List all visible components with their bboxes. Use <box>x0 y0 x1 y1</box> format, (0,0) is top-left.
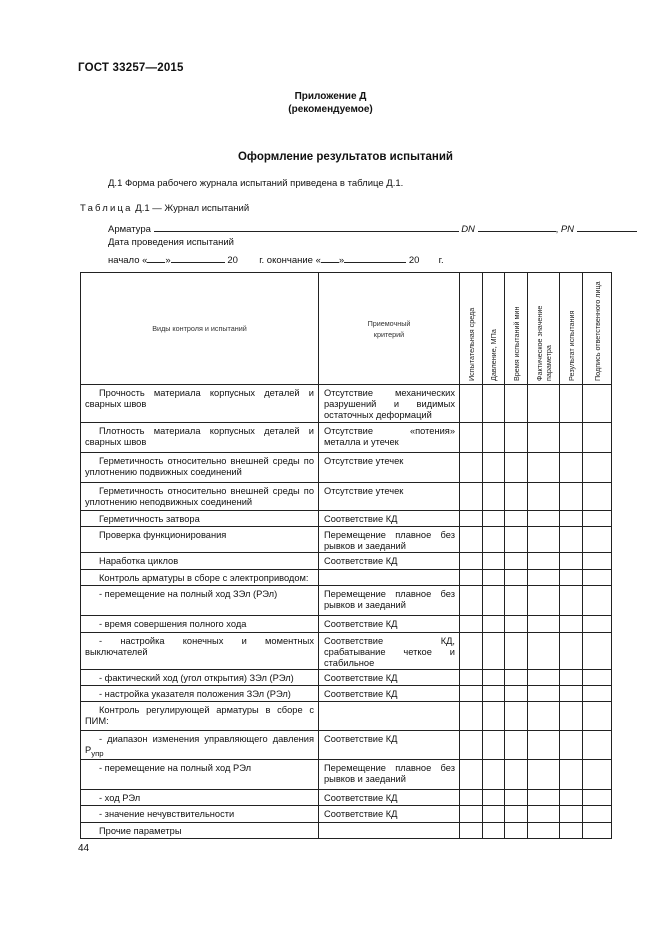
row-type: - перемещение на полный ход ЗЭл (РЭл) <box>81 586 319 616</box>
cell-test-time <box>505 702 528 731</box>
cell-pressure <box>483 670 505 686</box>
cell-test-time <box>505 633 528 670</box>
cell-signature <box>583 702 612 731</box>
cell-pressure <box>483 570 505 586</box>
cell-test-result <box>560 823 583 839</box>
cell-test-result <box>560 527 583 553</box>
cell-test-medium <box>460 570 483 586</box>
cell-actual-value <box>528 616 560 633</box>
cell-test-medium <box>460 385 483 423</box>
row-type: - значение нечувствительности <box>81 806 319 823</box>
cell-test-result <box>560 702 583 731</box>
cell-pressure <box>483 760 505 790</box>
table-row <box>81 823 612 839</box>
cell-test-result <box>560 423 583 453</box>
table-caption <box>80 203 249 214</box>
table-row <box>81 423 612 453</box>
cell-signature <box>583 423 612 453</box>
row-type: Проверка функционирования <box>81 527 319 553</box>
row-criterion: Соответствие КД <box>319 790 460 806</box>
cell-test-time <box>505 586 528 616</box>
row-type-text: - диапазон изменения управляющего давления P <box>85 734 314 755</box>
cell-test-medium <box>460 670 483 686</box>
cell-test-time <box>505 570 528 586</box>
cell-test-medium <box>460 702 483 731</box>
table-row <box>81 790 612 806</box>
start-month-blank <box>171 253 225 263</box>
cell-test-time <box>505 423 528 453</box>
cell-pressure <box>483 686 505 702</box>
row-type: Прочие параметры <box>81 823 319 839</box>
table-row <box>81 686 612 702</box>
table-row <box>81 731 612 760</box>
cell-actual-value <box>528 385 560 423</box>
cell-test-result <box>560 586 583 616</box>
page-number: 44 <box>78 843 90 854</box>
row-criterion: Отсутствие утечек <box>319 453 460 483</box>
form-armatura-line <box>108 222 637 235</box>
row-criterion <box>319 823 460 839</box>
cell-actual-value <box>528 702 560 731</box>
row-criterion: Отсутствие утечек <box>319 483 460 511</box>
header-actual-value-text: Фактическое значение параметра <box>534 305 553 381</box>
end-quote-close: » <box>338 255 345 266</box>
cell-test-medium <box>460 527 483 553</box>
table-row <box>81 385 612 423</box>
cell-test-result <box>560 553 583 570</box>
cell-test-medium <box>460 790 483 806</box>
row-type: Герметичность затвора <box>81 511 319 527</box>
end-month-blank <box>344 253 406 263</box>
row-criterion <box>319 702 460 731</box>
table-row <box>81 483 612 511</box>
cell-test-medium <box>460 616 483 633</box>
table-row <box>81 570 612 586</box>
cell-test-medium <box>460 686 483 702</box>
cell-pressure <box>483 806 505 823</box>
row-criterion: Соответствие КД <box>319 511 460 527</box>
header-acceptance-criterion-text: Приемочный критерий <box>367 318 411 339</box>
cell-signature <box>583 670 612 686</box>
cell-signature <box>583 385 612 423</box>
journal-table <box>80 272 612 839</box>
cell-actual-value <box>528 806 560 823</box>
cell-signature <box>583 453 612 483</box>
header-test-result-text: Результат испытания <box>566 310 576 381</box>
cell-actual-value <box>528 731 560 760</box>
cell-pressure <box>483 790 505 806</box>
cell-test-result <box>560 731 583 760</box>
cell-actual-value <box>528 686 560 702</box>
row-criterion: Соответствие КД <box>319 806 460 823</box>
cell-test-time <box>505 511 528 527</box>
row-criterion: Соответствие КД <box>319 686 460 702</box>
row-type: - настройка конечных и моментных выключателей <box>81 633 319 670</box>
row-type <box>81 731 319 760</box>
row-type: Прочность материала корпусных деталей и сварных швов <box>81 385 319 423</box>
cell-signature <box>583 790 612 806</box>
cell-test-medium <box>460 423 483 453</box>
cell-test-time <box>505 806 528 823</box>
cell-pressure <box>483 453 505 483</box>
cell-pressure <box>483 823 505 839</box>
cell-pressure <box>483 385 505 423</box>
row-criterion: Перемещение плавное без рывков и заеданий <box>319 527 460 553</box>
header-test-medium-text: Испытательная среда <box>466 307 476 381</box>
row-criterion: Соответствие КД <box>319 553 460 570</box>
table-row <box>81 616 612 633</box>
row-type: - перемещение на полный ход РЭл <box>81 760 319 790</box>
cell-pressure <box>483 423 505 453</box>
table-row <box>81 760 612 790</box>
cell-actual-value <box>528 760 560 790</box>
header-test-medium <box>460 273 483 385</box>
cell-test-medium <box>460 511 483 527</box>
cell-signature <box>583 586 612 616</box>
row-type: - фактический ход (угол открытия) ЗЭл (РЭл) <box>81 670 319 686</box>
cell-test-medium <box>460 760 483 790</box>
cell-test-medium <box>460 453 483 483</box>
cell-signature <box>583 483 612 511</box>
cell-actual-value <box>528 670 560 686</box>
cell-signature <box>583 616 612 633</box>
table-row <box>81 453 612 483</box>
header-actual-value <box>528 273 560 385</box>
cell-signature <box>583 633 612 670</box>
cell-test-result <box>560 570 583 586</box>
appendix-subtitle: (рекомендуемое) <box>288 104 373 115</box>
appendix-title: Приложение Д <box>294 91 367 102</box>
cell-signature <box>583 686 612 702</box>
cell-test-result <box>560 670 583 686</box>
header-acceptance-criterion <box>319 273 460 385</box>
cell-pressure <box>483 527 505 553</box>
header-signature-text: Подпись ответственного лица <box>592 280 602 381</box>
cell-test-time <box>505 686 528 702</box>
dn-blank <box>478 222 556 232</box>
row-type: - время совершения полного хода <box>81 616 319 633</box>
cell-actual-value <box>528 570 560 586</box>
row-type: Плотность материала корпусных деталей и сварных швов <box>81 423 319 453</box>
cell-test-result <box>560 511 583 527</box>
cell-signature <box>583 760 612 790</box>
row-criterion: Перемещение плавное без рывков и заеданий <box>319 586 460 616</box>
row-type: Контроль арматуры в сборе с электроприводом: <box>81 570 319 586</box>
row-criterion: Перемещение плавное без рывков и заеданий <box>319 760 460 790</box>
cell-pressure <box>483 731 505 760</box>
row-criterion: Соответствие КД <box>319 616 460 633</box>
end-label: г. окончание « <box>259 255 321 266</box>
row-type: Герметичность относительно внешней среды по уплотнению подвижных соединений <box>81 453 319 483</box>
row-criterion: Соответствие КД <box>319 731 460 760</box>
cell-pressure <box>483 702 505 731</box>
end-year-suffix: г. <box>438 255 444 266</box>
header-signature <box>583 273 612 385</box>
cell-test-result <box>560 760 583 790</box>
cell-test-time <box>505 823 528 839</box>
cell-pressure <box>483 616 505 633</box>
cell-test-medium <box>460 553 483 570</box>
header-control-types: Виды контроля и испытаний <box>81 273 319 385</box>
cell-test-time <box>505 670 528 686</box>
table-caption-text: Д.1 — Журнал испытаний <box>135 203 250 214</box>
cell-pressure <box>483 586 505 616</box>
table-row <box>81 586 612 616</box>
cell-test-result <box>560 686 583 702</box>
cell-actual-value <box>528 553 560 570</box>
header-test-time <box>505 273 528 385</box>
cell-test-time <box>505 385 528 423</box>
cell-test-time <box>505 527 528 553</box>
table-row <box>81 633 612 670</box>
cell-test-result <box>560 385 583 423</box>
row-criterion: Соответствие КД, срабатывание четкое и стабильное <box>319 633 460 670</box>
armatura-label: Арматура <box>108 224 151 235</box>
start-label: начало « <box>108 255 148 266</box>
pn-blank <box>577 222 637 232</box>
cell-actual-value <box>528 527 560 553</box>
cell-actual-value <box>528 483 560 511</box>
cell-test-medium <box>460 806 483 823</box>
cell-test-result <box>560 806 583 823</box>
end-year-prefix: 20 <box>408 255 420 266</box>
cell-actual-value <box>528 586 560 616</box>
cell-test-medium <box>460 483 483 511</box>
cell-test-result <box>560 633 583 670</box>
cell-test-time <box>505 553 528 570</box>
dn-label: DN <box>461 224 475 235</box>
row-type: Контроль регулирующей арматуры в сборе с ПИМ: <box>81 702 319 731</box>
cell-test-result <box>560 483 583 511</box>
row-criterion: Отсутствие механических разрушений и видимых остаточных деформаций <box>319 385 460 423</box>
intro-paragraph: Д.1 Форма рабочего журнала испытаний приведена в таблице Д.1. <box>108 178 404 189</box>
row-criterion: Отсутствие «потения» металла и утечек <box>319 423 460 453</box>
table-row <box>81 527 612 553</box>
document-header: ГОСТ 33257—2015 <box>78 62 184 74</box>
header-pressure-text: Давление, МПа <box>489 328 498 381</box>
cell-pressure <box>483 483 505 511</box>
cell-actual-value <box>528 423 560 453</box>
cell-pressure <box>483 553 505 570</box>
cell-test-time <box>505 483 528 511</box>
table-row <box>81 553 612 570</box>
cell-test-time <box>505 790 528 806</box>
row-type: Наработка циклов <box>81 553 319 570</box>
cell-signature <box>583 806 612 823</box>
cell-pressure <box>483 633 505 670</box>
section-title: Оформление результатов испытаний <box>237 151 454 163</box>
cell-actual-value <box>528 633 560 670</box>
start-quote-close: » <box>165 255 171 266</box>
start-day-blank <box>147 253 165 263</box>
cell-test-time <box>505 453 528 483</box>
table-row <box>81 806 612 823</box>
row-criterion <box>319 570 460 586</box>
row-type: Герметичность относительно внешней среды по уплотнению неподвижных соединений <box>81 483 319 511</box>
cell-actual-value <box>528 790 560 806</box>
form-date-label: Дата проведения испытаний <box>108 237 234 248</box>
cell-test-result <box>560 616 583 633</box>
table-row <box>81 670 612 686</box>
row-type: - настройка указателя положения ЗЭл (РЭл) <box>81 686 319 702</box>
pn-label: PN <box>560 224 575 235</box>
cell-test-medium <box>460 731 483 760</box>
end-day-blank <box>321 253 339 263</box>
cell-actual-value <box>528 823 560 839</box>
header-test-result <box>560 273 583 385</box>
cell-signature <box>583 553 612 570</box>
cell-actual-value <box>528 511 560 527</box>
cell-test-medium <box>460 633 483 670</box>
form-dates-line <box>108 253 444 266</box>
row-type: - ход РЭл <box>81 790 319 806</box>
row-criterion: Соответствие КД <box>319 670 460 686</box>
cell-signature <box>583 823 612 839</box>
cell-signature <box>583 511 612 527</box>
armatura-blank <box>154 222 459 232</box>
row-type-subscript: упр <box>91 748 104 758</box>
table-caption-label: Таблица <box>80 203 133 214</box>
dn-comma: , <box>555 224 559 235</box>
cell-signature <box>583 731 612 760</box>
cell-test-time <box>505 731 528 760</box>
cell-test-time <box>505 616 528 633</box>
cell-pressure <box>483 511 505 527</box>
header-pressure <box>483 273 505 385</box>
cell-test-medium <box>460 823 483 839</box>
cell-actual-value <box>528 453 560 483</box>
cell-signature <box>583 570 612 586</box>
header-test-time-text: Время испытаний мин <box>511 306 521 381</box>
cell-signature <box>583 527 612 553</box>
cell-test-medium <box>460 586 483 616</box>
cell-test-time <box>505 760 528 790</box>
start-year-prefix: 20 <box>227 255 238 266</box>
cell-test-result <box>560 790 583 806</box>
table-row <box>81 702 612 731</box>
table-row <box>81 511 612 527</box>
cell-test-result <box>560 453 583 483</box>
